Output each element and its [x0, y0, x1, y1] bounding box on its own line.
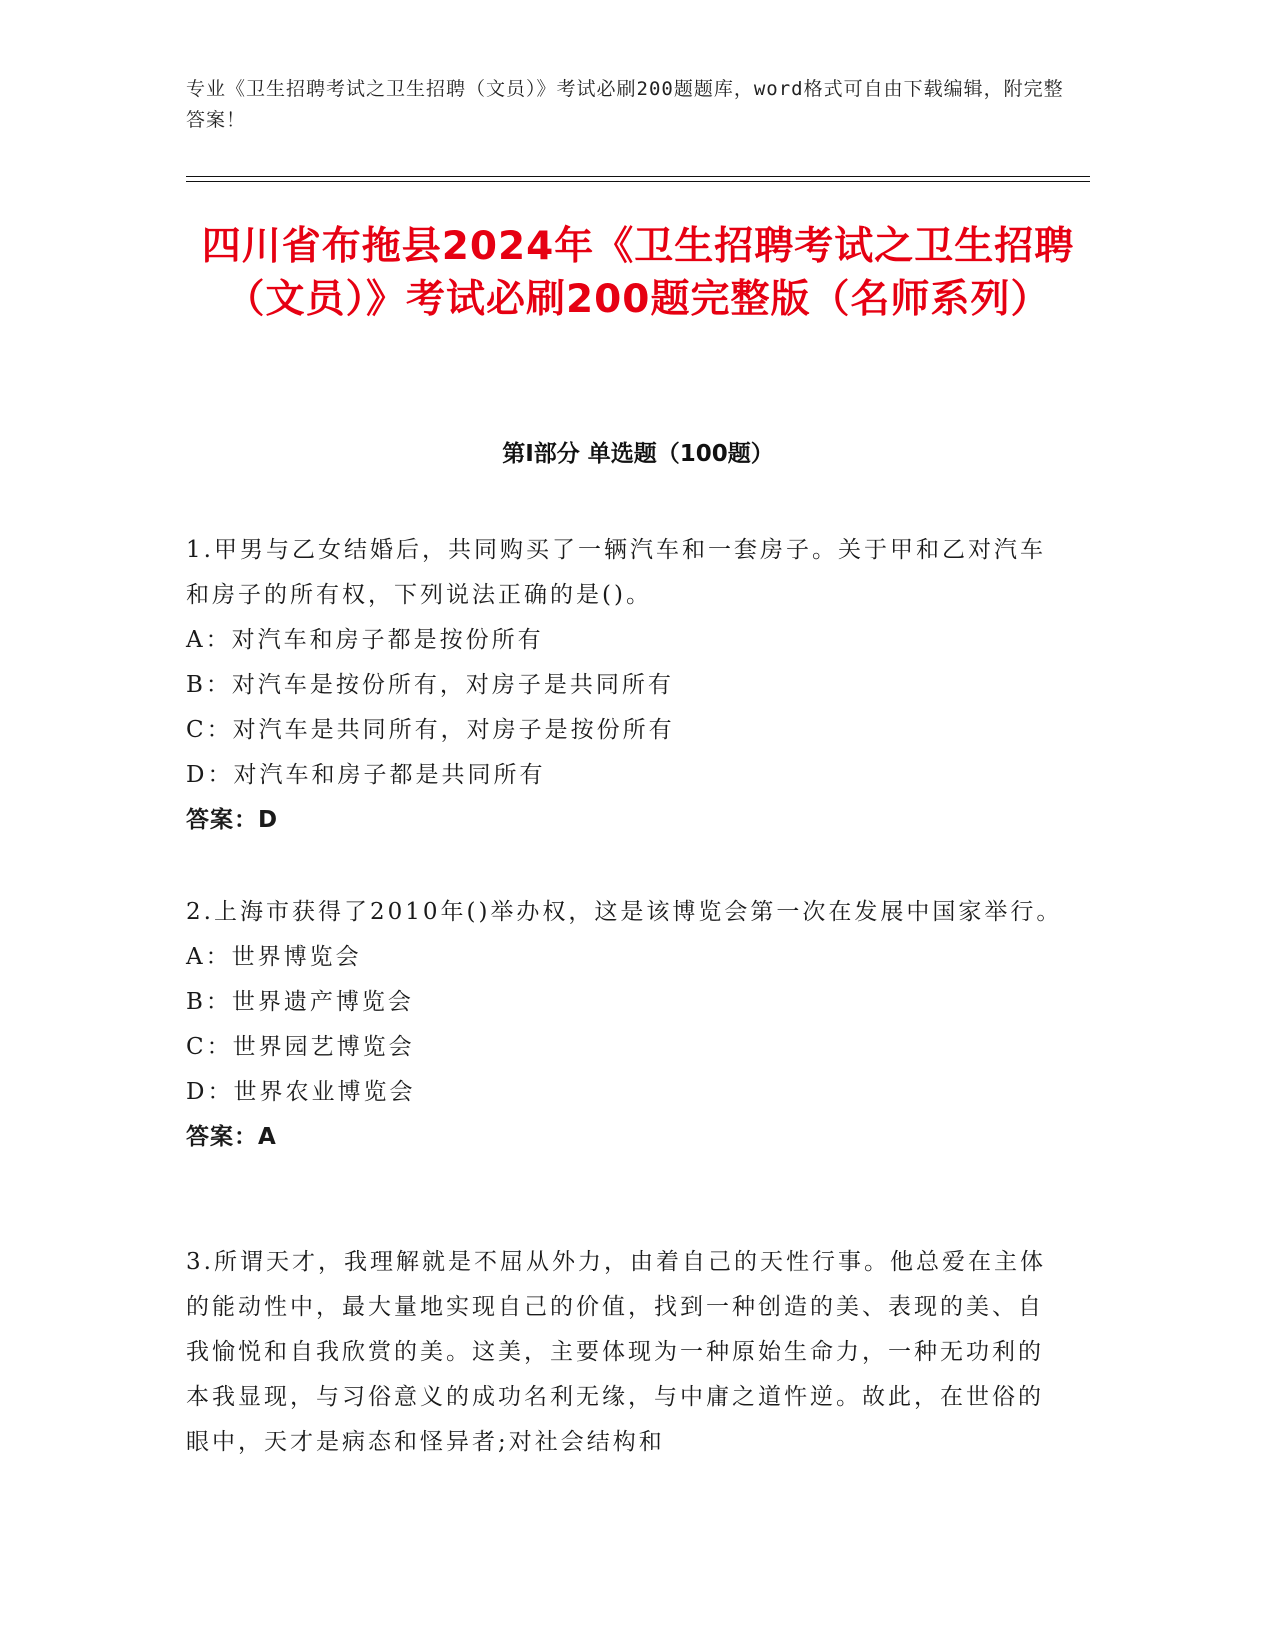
option-a: A：世界博览会	[186, 944, 362, 970]
option-a: A：对汽车和房子都是按份所有	[186, 627, 544, 653]
question-3	[186, 1240, 1066, 1465]
document-title: 四川省布拖县2024年《卫生招聘考试之卫生招聘（文员）》考试必刷200题完整版（名师系列）	[201, 224, 1075, 322]
header-rule-bottom	[186, 181, 1090, 182]
answer: 答案：D	[186, 807, 279, 833]
option-c: C：对汽车是共同所有，对房子是按份所有	[186, 717, 675, 743]
question-stem: 2.上海市获得了2010年()举办权，这是该博览会第一次在发展中国家举行。	[186, 899, 1063, 925]
answer: 答案：A	[186, 1124, 277, 1150]
option-c: C：世界园艺博览会	[186, 1034, 415, 1060]
option-d: D：世界农业博览会	[186, 1079, 416, 1105]
question-2	[186, 890, 1066, 1160]
question-stem: 1.甲男与乙女结婚后，共同购买了一辆汽车和一套房子。关于甲和乙对汽车和房子的所有权，下列说法正确的是()。	[186, 537, 1046, 608]
question-1	[186, 528, 1066, 843]
option-b: B：世界遗产博览会	[186, 989, 414, 1015]
option-b: B：对汽车是按份所有，对房子是共同所有	[186, 672, 674, 698]
header-rule-top	[186, 176, 1090, 177]
question-stem: 3.所谓天才，我理解就是不屈从外力，由着自己的天性行事。他总爱在主体的能动性中，最大量地实现自己的价值，找到一种创造的美、表现的美、自我愉悦和自我欣赏的美。这美，主要体现为一种原始生命力，一种无功利的本我显现，与习俗意义的成功名利无缘，与中庸之道忤逆。故此，在世俗的眼中，天才是病态和怪异者;对社会结构和	[186, 1249, 1046, 1455]
option-d: D：对汽车和房子都是共同所有	[186, 762, 546, 788]
header-note: 专业《卫生招聘考试之卫生招聘（文员）》考试必刷200题题库，word格式可自由下载编辑，附完整答案！	[186, 78, 1064, 131]
section-title: 第Ⅰ部分 单选题（100题）	[502, 441, 774, 467]
